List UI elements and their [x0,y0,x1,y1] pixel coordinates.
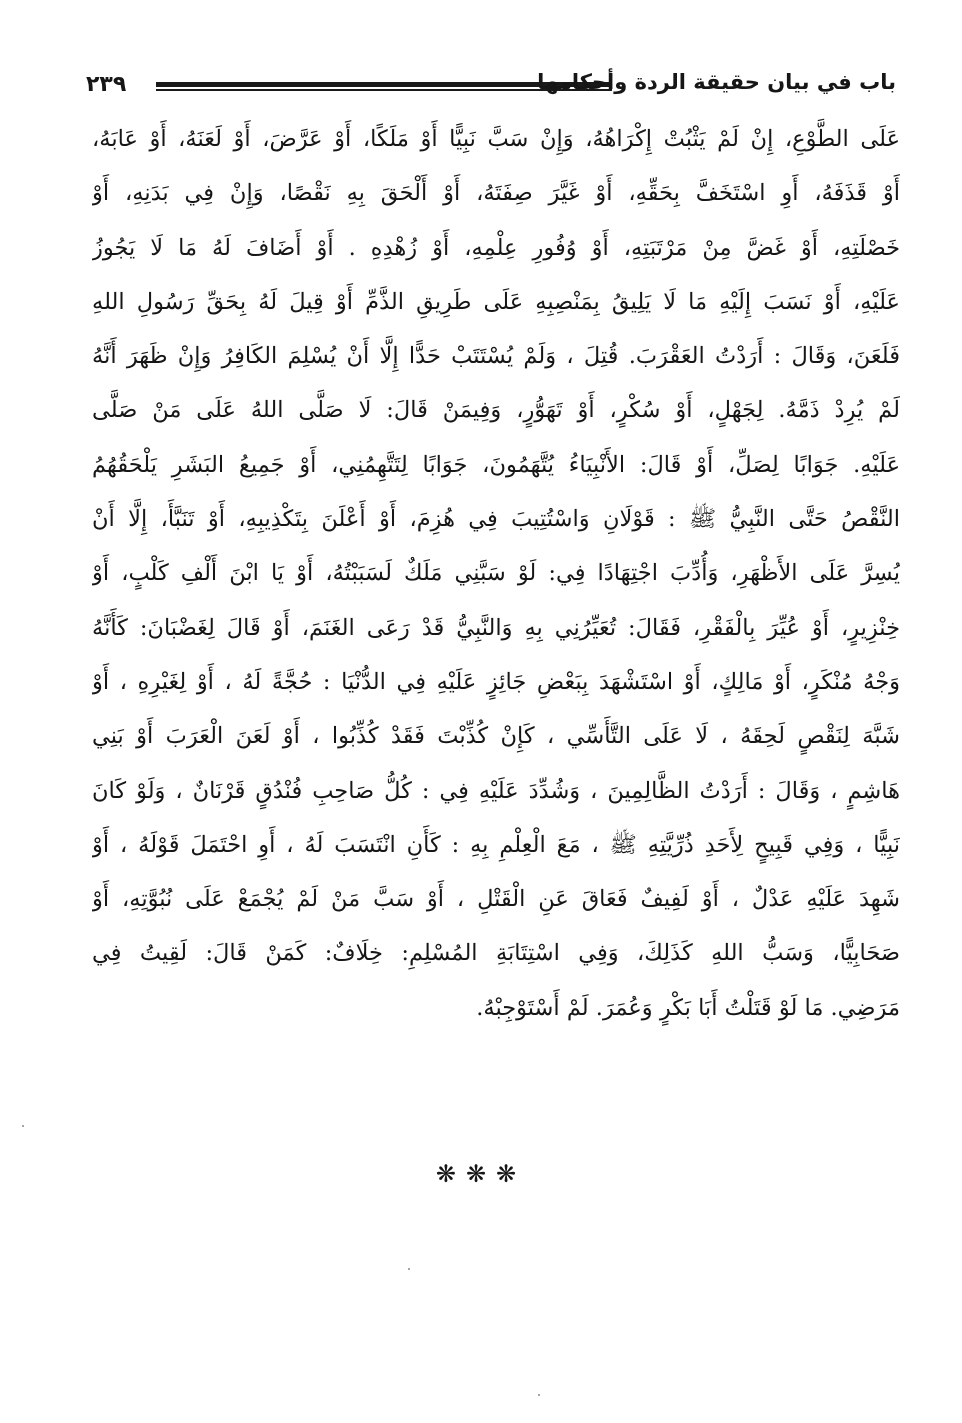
scan-speck [538,1394,540,1396]
body-text [92,112,900,1035]
text-line: نَبِيًّا ، وَفِي قَبِيحٍ لِأَحَدِ ذُرِّيَّتِهِ ﷺ ، مَعَ الْعِلْمِ بِهِ : كَأَنِ انْتَسَبَ لَهُ ، أَوِ احْتَمَلَ قَوْلَهُ ، أَوْ [92,831,900,858]
text-line: وَجْهُ مُنْكَرٍ، أَوْ مَالِكٍ، أَوْ اسْتَشْهَدَ بِبَعْضِ جَائِزٍ عَلَيْهِ فِي الدُّنْيَا : حُجَّةً لَهُ ، أَوْ لِغَيْرِهِ ، أَوْ [92,668,900,695]
text-line: النَّقْصُ حَتَّى النَّبِيُّ ﷺ : قَوْلَانِ وَاسْتُتِيبَ فِي هُزِمَ، أَوْ أَعْلَنَ بِتَكْذِيبِهِ، أَوْ تَنَبَّأَ، إِلَّا أَنْ [92,506,900,533]
text-line: شَهِدَ عَلَيْهِ عَدْلٌ ، أَوْ لَفِيفٌ فَعَاقَ عَنِ الْقَتْلِ ، أَوْ سَبَّ مَنْ لَمْ يُجْمَعْ عَلَى نُبُوَّتِهِ، أَوْ [92,886,900,913]
page-number: ٢٣٩ [86,72,127,97]
scan-speck [408,1268,410,1270]
running-header [86,70,896,106]
text-line: مَرَضِي. مَا لَوْ قَتَلْتُ أَبَا بَكْرٍ وَعُمَرَ. لَمْ أَسْتَوْجِبْهُ. [476,994,900,1021]
text-line: خَصْلَتِهِ، أَوْ غَضَّ مِنْ مَرْتَبَتِهِ، أَوْ وُفُورِ عِلْمِهِ، أَوْ زُهْدِهِ . أَوْ أَضَافَ لَهُ مَا لَا يَجُوزُ [92,234,900,261]
text-line: لَمْ يُرِدْ ذَمَّهُ. لِجَهْلٍ، أَوْ سُكْرٍ، أَوْ تَهَوُّرٍ، وَفِيمَنْ قَالَ: لَا صَلَّى اللهُ عَلَى مَنْ صَلَّى [92,397,900,424]
text-line: أَوْ قَذَفَهُ، أَوِ اسْتَخَفَّ بِحَقِّهِ، أَوْ غَيَّرَ صِفَتَهُ، أَوْ أَلْحَقَ بِهِ نَقْصًا، وَإِنْ فِي بَدَنِهِ، أَوْ [92,180,900,207]
text-line: خِنْزِيرٍ، أَوْ عُيِّرَ بِالْفَقْرِ، فَقَالَ: تُعَيِّرُنِي بِهِ وَالنَّبِيُّ قَدْ رَعَى الغَنَمَ، أَوْ قَالَ لِغَضْبَانَ: كَأَنَّهُ [92,614,900,641]
text-line: عَلَيْهِ، أَوْ نَسَبَ إِلَيْهِ مَا لَا يَلِيقُ بِمَنْصِبِهِ عَلَى طَرِيقِ الذَّمِّ أَوْ قِيلَ لَهُ بِحَقِّ رَسُولِ اللهِ [92,288,900,315]
chapter-title: باب في بيان حقيقة الردة وأحكامها [537,70,896,94]
text-line: يُسِرَّ عَلَى الأَظْهَرِ، وَأُدِّبَ اجْتِهَادًا فِي: لَوْ سَبَّنِي مَلَكٌ لَسَبَبْتُهُ، أَوْ يَا ابْنَ أَلْفِ كَلْبٍ، أَوْ [92,560,900,587]
text-line: فَلَعَنَ، وَقَالَ : أَرَدْتُ العَقْرَبَ. قُتِلَ ، وَلَمْ يُسْتَتَبْ حَدًّا إِلَّا أَنْ يُسْلِمَ الكَافِرُ وَإِنْ ظَهَرَ أَنَّهُ [92,343,900,370]
text-line: عَلَى الطَّوْعِ، إِنْ لَمْ يَثْبُتْ إِكْرَاهُهُ، وَإِنْ سَبَّ نَبِيًّا أَوْ مَلَكًا، أَوْ عَرَّضَ، أَوْ لَعَنَهُ، أَوْ عَابَهُ، [92,126,900,152]
scan-speck [22,1125,24,1127]
text-line: عَلَيْهِ. جَوَابًا لِصَلِّ، أَوْ قَالَ: الأَنْبِيَاءُ يُتَّهَمُونَ، جَوَابًا لِتَتَّهِمُنِي، أَوْ جَمِيعُ البَشَرِ يَلْحَقُهُمُ [92,451,900,478]
text-line: هَاشِمٍ ، وَقَالَ : أَرَدْتُ الظَّالِمِينَ ، وَشُدِّدَ عَلَيْهِ فِي : كُلُّ صَاحِبِ فُنْدُقٍ قَرْنَانٌ ، وَلَوْ كَانَ [92,777,900,804]
section-end-ornament: ❋❋❋ [435,1160,527,1188]
text-line: شَبَّهَ لِنَقْصٍ لَحِقَهُ ، لَا عَلَى التَّأَسِّي ، كَإِنْ كُذِّبْتَ فَقَدْ كُذِّبُوا ، أَوْ لَعَنَ الْعَرَبَ أَوْ بَنِي [92,723,900,750]
text-line: صَحَابِيًّا، وَسَبُّ اللهِ كَذَلِكَ، وَفِي اسْتِتَابَةِ المُسْلِمِ: خِلَافٌ: كَمَنْ قَالَ: لَقِيتُ فِي [92,940,900,967]
